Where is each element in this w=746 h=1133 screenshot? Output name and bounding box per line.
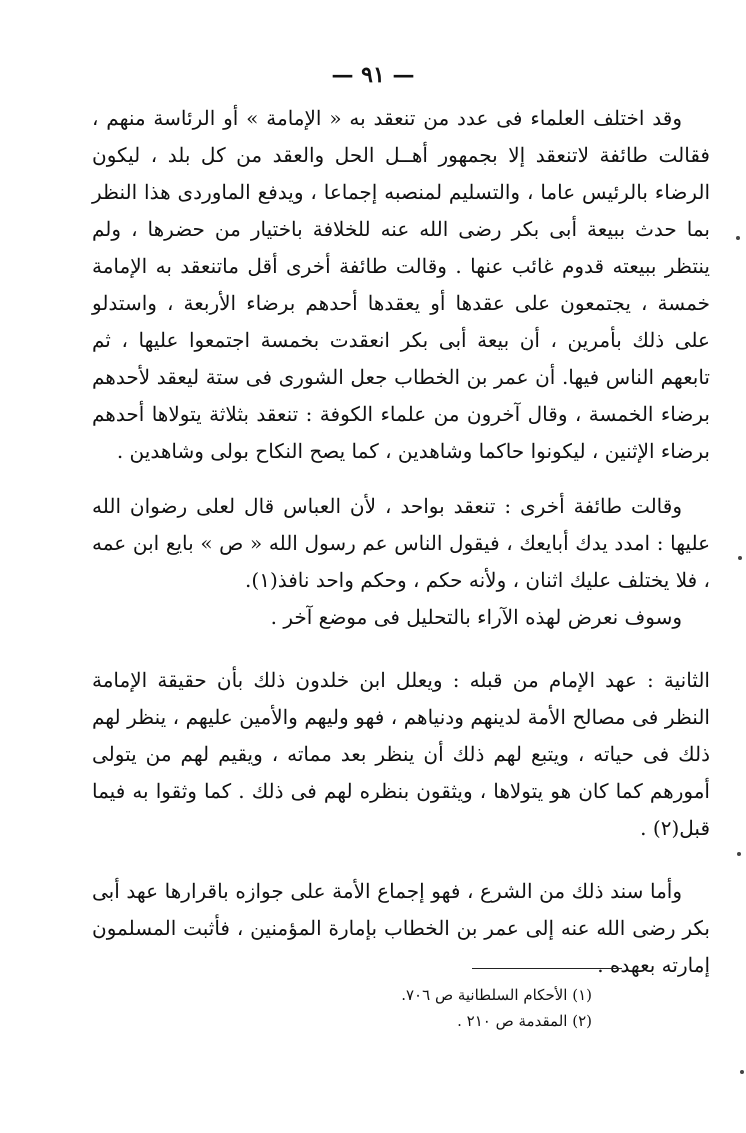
scan-mark: [736, 236, 740, 240]
footnote-1: (١) الأحكام السلطانية ص ٧٠٦.: [401, 986, 592, 1004]
paragraph-second-method: الثانية : عهد الإمام من قبله : ويعلل ابن خلدون ذلك بأن حقيقة الإمامة النظر فى مصالح الأمة لدينهم ودنياهم ، فهو وليهم والأمين عليهم ، ينظر لهم ذلك فى حياته ، ويتبع لهم ذلك أن ينظر بعد مماته ، ويقيم لهم من يتولى أمورهم كما كان هو يتولاها ، ويثقون بنظره لهم فى ذلك . كما وثقوا به فيما قبل(٢) .: [92, 668, 710, 840]
paragraph-one-person: وقالت طائفة أخرى : تنعقد بواحد ، لأن العباس قال لعلى رضوان الله عليها : امدد يدك أبايعك ، فيقول الناس عم رسول الله « ص » بايع ابن عمه ، فلا يختلف عليك اثنان ، ولأنه حكم ، وحكم واحد نافذ(١).: [92, 494, 710, 592]
scan-mark: [737, 852, 741, 856]
footnote-2: (٢) المقدمة ص ٢١٠ .: [457, 1012, 592, 1030]
paragraph-analysis-note: وسوف نعرض لهذه الآراء بالتحليل فى موضع آخر .: [270, 605, 682, 629]
paragraph-imamate-number: وقد اختلف العلماء فى عدد من تنعقد به « الإمامة » أو الرئاسة منهم ، فقالت طائفة لاتنعقد إلا بجمهور أهــل الحل والعقد من كل بلد ، ليكون الرضاء بالرئيس عاما ، والتسليم لمنصبه إجماعا ، ويدفع الماوردى هذا النظر بما حدث ببيعة أبى بكر رضى الله عنه للخلافة باختيار من حضرها ، ولم ينتظر ببيعته قدوم غائب عنها . وقالت طائفة أخرى أقل ماتنعقد به الإمامة خمسة ، يجتمعون على عقدها أو يعقدها أحدهم برضاء الأربعة ، واستدلو على ذلك بأمرين ، أن بيعة أبى بكر انعقدت بخمسة اجتمعوا عليها ، ثم تابعهم الناس فيها. أن عمر بن الخطاب جعل الشورى فى ستة ليعقد لأحدهم برضاء الخمسة ، وقال آخرون من علماء الكوفة : تنعقد بثلاثة يتولاها أحدهم برضاء الإثنين ، ليكونوا حاكما وشاهدين ، كما يصح النكاح بولى وشاهدين .: [92, 106, 710, 463]
body-text: [92, 100, 710, 984]
page-number: — ٩١ —: [331, 62, 415, 88]
footnotes: [250, 982, 592, 1034]
scan-mark: [738, 556, 742, 560]
paragraph-sharia-basis: وأما سند ذلك من الشرع ، فهو إجماع الأمة على جوازه باقرارها عهد أبى بكر رضى الله عنه إلى عمر بن الخطاب بإمارة المؤمنين ، فأثبت المسلمون إمارته بعهده .: [92, 879, 710, 977]
footnote-divider: [472, 968, 622, 969]
scan-mark: [740, 1070, 744, 1074]
